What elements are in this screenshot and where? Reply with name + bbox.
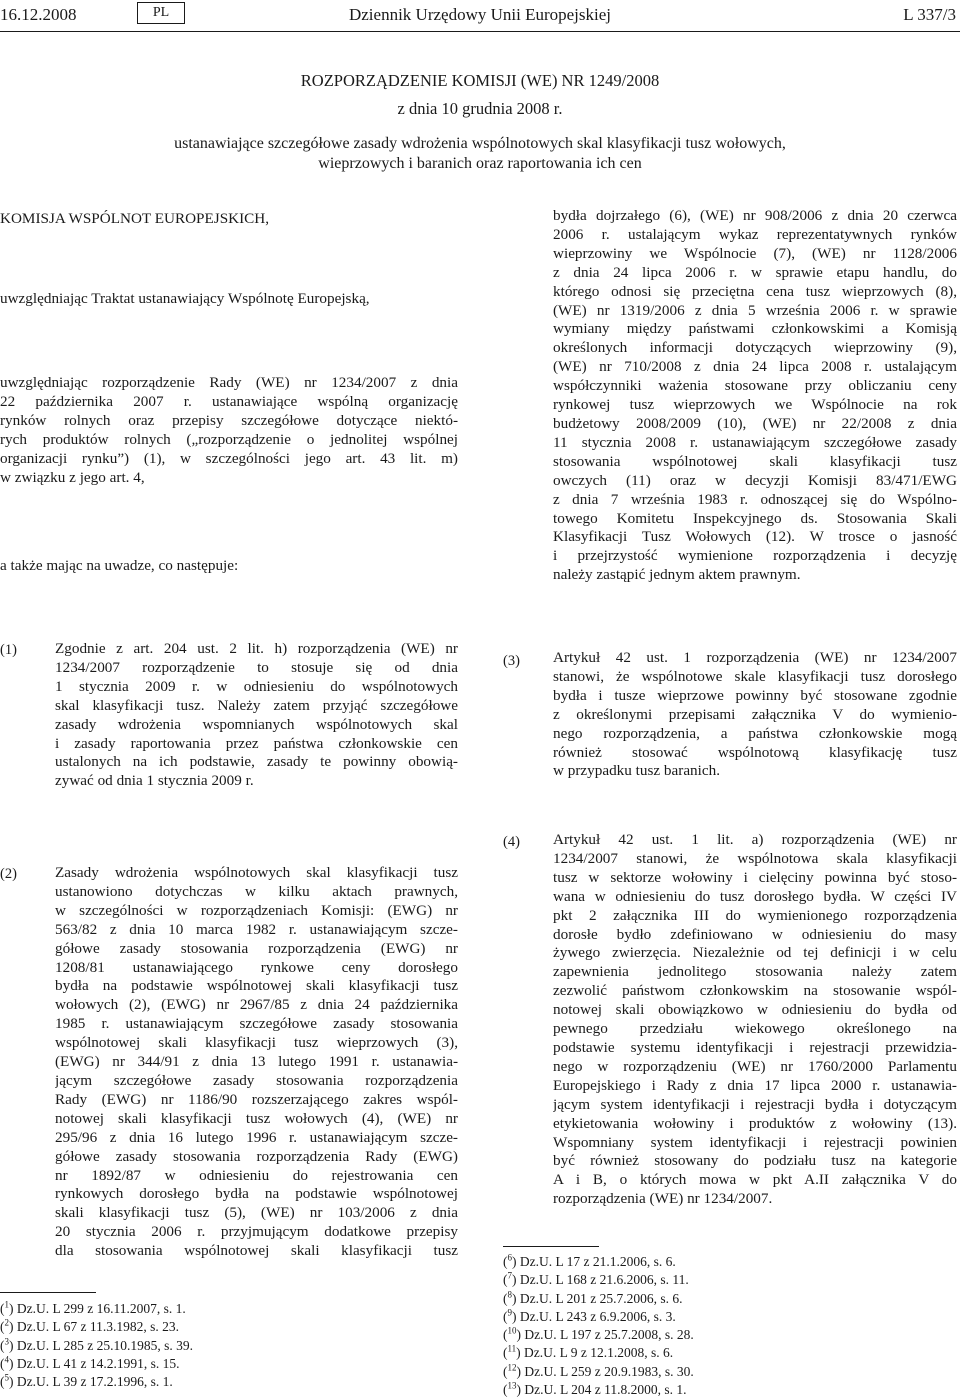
text-line: wymiany między państwami członkowskimi a Komisją xyxy=(553,320,957,338)
item-3-text xyxy=(553,649,957,781)
footnote: ($^5$) Dz.U. L 39 z 17.2.1996, s. 1. xyxy=(0,1372,173,1390)
footnote-rule xyxy=(503,1246,599,1247)
item-number: (1) xyxy=(0,642,17,658)
text-line: 1208/81 ustanawiającego rynkowe ceny dorosłego xyxy=(55,958,458,976)
text-line: owczych (11) oraz w decyzji Komisji 83/471/EWG xyxy=(553,471,957,489)
footnote: ($^{12}$) Dz.U. L 259 z 20.9.1983, s. 30. xyxy=(503,1362,694,1379)
text-line: Europejskiego i Rady z dnia 17 lipca 2000 r. ustanawia- xyxy=(553,1076,957,1094)
text-line: jącym system identyfikacji i rejestracji bydła i dotyczącym xyxy=(553,1095,957,1113)
text-line: stosowania wspólnotowej skali klasyfikacji tusz xyxy=(553,452,957,470)
item-1-text xyxy=(55,640,458,791)
text-line: w przypadku tusz baranich. xyxy=(553,762,721,780)
text-line: 2006 r. ustalającym wykaz reprezentatywnych rynków xyxy=(553,225,957,243)
text-line: nego w rozporządzeniu (WE) nr 1760/2000 Parlamentu xyxy=(553,1057,957,1075)
text-line: zezwolić państwom członkowskim na stosowanie wspól- xyxy=(553,982,957,1000)
footnote: ($^8$) Dz.U. L 201 z 25.7.2006, s. 6. xyxy=(503,1289,683,1306)
text-line: gółowe zasady stosowania rozporządzenia (EWG) nr xyxy=(55,939,458,957)
text-line: zywać od dnia 1 stycznia 2009 r. xyxy=(55,772,254,790)
footnote: ($^2$) Dz.U. L 67 z 11.3.1982, s. 23. xyxy=(0,1317,179,1335)
footnote: ($^{11}$) Dz.U. L 9 z 12.1.2008, s. 6. xyxy=(503,1343,674,1361)
text-line: rozporządzenia (WE) nr 1234/2007. xyxy=(553,1190,773,1208)
text-line: Zasady wdrożenia wspólnotowych skal klasyfikacji tusz xyxy=(55,864,458,881)
text-line: należy zastąpić jednym aktem prawnym. xyxy=(553,566,801,584)
footnote-rule xyxy=(0,1292,96,1293)
text-line: rych produktów rolnych („rozporządzenie o jednolitej wspólnej xyxy=(0,430,458,448)
text-line: notowej skali obowiązkowo w odniesieniu do bydła od xyxy=(553,1001,957,1019)
item-4-text xyxy=(553,831,957,1209)
recital-treaty: uwzględniając Traktat ustanawiający Wspólnotę Europejską, xyxy=(0,290,370,307)
text-line: współczynniki ważenia stosowane przy obliczaniu ceny xyxy=(553,377,957,395)
text-line: Klasyfikacji Tusz Wołowych (12). W trosce o jasność xyxy=(553,528,957,546)
text-line: bydła dojrzałego (6), (WE) nr 908/2006 z dnia 20 czerwca xyxy=(553,207,957,224)
item-number: (3) xyxy=(503,653,520,669)
text-line: skali klasyfikacji tusz (5), (WE) nr 103/2006 z dnia xyxy=(55,1204,458,1222)
footnote: ($^4$) Dz.U. L 41 z 14.2.1991, s. 15. xyxy=(0,1354,180,1371)
item-2-continuation xyxy=(553,207,957,585)
text-line: towego Komitetu Inspekcyjnego ds. Stosowania Skali xyxy=(553,509,957,527)
footnotes-right xyxy=(503,1253,694,1399)
item-number: (2) xyxy=(0,866,17,882)
header-rule xyxy=(0,31,960,32)
text-line: pkt 2 załącznika III do wymienionego rozporządzenia xyxy=(553,906,957,924)
text-line: nego rozporządzenia, a państwa członkowskie mogą xyxy=(553,724,957,742)
text-line: budżetowy 2008/2009 (10), (WE) nr 22/2008 z dnia xyxy=(553,414,957,432)
footnotes-left xyxy=(0,1300,193,1391)
text-line: ustanowiono dotychczas w kilku aktach prawnych, xyxy=(55,882,458,900)
text-line: również stosować wspólnotową klasyfikację tusz xyxy=(553,743,957,761)
text-line: dorosłe bydło zdefiniowano w odniesieniu do masy xyxy=(553,925,957,943)
text-line: wana w odniesieniu do tusz dorosłego bydła. W części IV xyxy=(553,887,957,905)
language-badge: PL xyxy=(137,2,185,24)
text-line: dla stosowania wspólnotowej skali klasyfikacji tusz xyxy=(55,1242,458,1260)
commission-heading: KOMISJA WSPÓLNOT EUROPEJSKICH, xyxy=(0,210,270,227)
text-line: bydła na podstawie wspólnotowej skali klasyfikacji tusz xyxy=(55,977,458,995)
journal-name: Dziennik Urzędowy Unii Europejskiej xyxy=(348,5,611,24)
text-line: wieprzowiny we Wspólnocie (7), (WE) nr 1128/2006 xyxy=(553,244,957,262)
text-line: 11 stycznia 2008 r. ustanawiającym szczegółowe zasady xyxy=(553,433,957,451)
text-line: Artykuł 42 ust. 1 lit. a) rozporządzenia (WE) nr xyxy=(553,831,957,848)
text-line: tusz w sektorze wołowiny i cielęciny powinna być stoso- xyxy=(553,868,957,886)
text-line: podstawie systemu identyfikacji i rejestracji przewidzia- xyxy=(553,1038,957,1056)
footnote: ($^{10}$) Dz.U. L 197 z 25.7.2008, s. 28. xyxy=(503,1325,694,1343)
text-line: rynkowych dorosłego bydła na podstawie wspólnotowej xyxy=(55,1185,458,1203)
text-line: w szczególności w rozporządzeniach Komisji: (EWG) nr xyxy=(55,901,458,919)
text-line: uwzględniając rozporządzenie Rady (WE) nr 1234/2007 z dnia xyxy=(0,374,458,391)
text-line: rynkowej tusz wieprzowych we Wspólnocie na rok xyxy=(553,396,957,414)
whereas-line: a także mając na uwadze, co następuje: xyxy=(0,557,239,574)
text-line: wołowych (2), (EWG) nr 2967/85 z dnia 24 października xyxy=(55,996,458,1014)
text-line: notowej skali klasyfikacji tusz wołowych (4), (WE) nr xyxy=(55,1109,458,1127)
text-line: określonych informacji dotyczących wieprzowiny (9), xyxy=(553,339,957,357)
text-line: jącym szczegółowe zasady stosowania rozporządzenia xyxy=(55,1071,458,1089)
footnote: ($^7$) Dz.U. L 168 z 21.6.2006, s. 11. xyxy=(503,1270,689,1288)
text-line: Zgodnie z art. 204 ust. 2 lit. h) rozporządzenia (WE) nr xyxy=(55,640,458,657)
regulation-date: z dnia 10 grudnia 2008 r. xyxy=(397,99,563,118)
text-line: (WE) nr 1319/2006 z dnia 5 września 2006 r. w sprawie xyxy=(553,301,957,319)
text-line: pewnego przedziału wiekowego określonego na xyxy=(553,1020,957,1038)
text-line: żywego zwierzęcia. Niezależnie od tej definicji i w celu xyxy=(553,944,957,962)
text-line: 20 stycznia 2006 r. przyjmującym dodatkowe przepisy xyxy=(55,1223,458,1241)
text-line: 295/96 z dnia 16 lutego 1996 r. ustanawiającym szcze- xyxy=(55,1128,458,1146)
text-line: i przejrzystość wymienione rozporządzenia i decyzję xyxy=(553,547,957,565)
text-line: 22 października 2007 r. ustanawiające wspólną organizację xyxy=(0,392,458,410)
text-line: skal klasyfikacji tusz. Należy zatem przyjąć szczegółowe xyxy=(55,696,458,714)
text-line: A i B, o których mowa w pkt A.II załącznika V do xyxy=(553,1171,957,1189)
text-line: nr 1892/87 w odniesieniu do rejestrowania cen xyxy=(55,1166,458,1184)
footnote: ($^6$) Dz.U. L 17 z 21.1.2006, s. 6. xyxy=(503,1252,676,1269)
footnote: ($^{13}$) Dz.U. L 204 z 11.8.2000, s. 1. xyxy=(503,1380,687,1398)
text-line: (WE) nr 710/2008 z dnia 24 lipca 2008 r. ustalającym xyxy=(553,358,957,376)
text-line: zapewnienia jednolitego stosowania należy zatem xyxy=(553,963,957,981)
regulation-title: ROZPORZĄDZENIE KOMISJI (WE) NR 1249/2008 xyxy=(300,71,660,90)
text-line: z określonymi przepisami załącznika V do wymienio- xyxy=(553,705,957,723)
footnote: ($^1$) Dz.U. L 299 z 16.11.2007, s. 1. xyxy=(0,1299,186,1316)
text-line: gółowe zasady stosowania rozporządzenia Rady (EWG) xyxy=(55,1147,458,1165)
recital-regulation xyxy=(0,374,458,487)
text-line: z dnia 7 września 1983 r. odnoszącej się do Wspólno- xyxy=(553,490,957,508)
text-line: Wspomniany system identyfikacji i rejestracji powinien xyxy=(553,1133,957,1151)
text-line: 1234/2007 stanowi, że wspólnotowa skala klasyfikacji xyxy=(553,849,957,867)
text-line: organizacji rynku”) (1), w szczególności jego art. 43 lit. m) xyxy=(0,449,458,467)
text-line: Rady (EWG) nr 1186/90 rozszerzającego zakres wspól- xyxy=(55,1090,458,1108)
header-date: 16.12.2008 xyxy=(0,5,77,24)
text-line: 1985 r. ustanawiającym szczegółowe zasady stosowania xyxy=(55,1015,458,1033)
text-line: którego odnosi się przeciętna cena tusz wieprzowych (8), xyxy=(553,282,957,300)
text-line: i zasady raportowania przez państwa członkowskie cen xyxy=(55,734,458,752)
item-2-text xyxy=(55,864,458,1261)
text-line: bydła i tusze wieprzowe powinny być stosowane zgodnie xyxy=(553,686,957,704)
text-line: Artykuł 42 ust. 1 rozporządzenia (WE) nr 1234/2007 xyxy=(553,649,957,666)
regulation-subject-line-2: wieprzowych i baranich oraz raportowania ich cen xyxy=(318,155,642,172)
text-line: (EWG) nr 344/91 z dnia 13 lutego 1991 r. ustanawia- xyxy=(55,1053,458,1071)
text-line: w związku z jego art. 4, xyxy=(0,468,145,486)
text-line: ustalonych na ich podstawie, zasady te powinny obowią- xyxy=(55,753,458,771)
regulation-subject-line-1: ustanawiające szczegółowe zasady wdrożenia wspólnotowych skal klasyfikacji tusz wołowych, xyxy=(174,135,786,152)
text-line: 1 stycznia 2009 r. w odniesieniu do wspólnotowych xyxy=(55,677,458,695)
text-line: 563/82 z dnia 10 marca 1982 r. ustanawiającym szcze- xyxy=(55,920,458,938)
text-line: rynków rolnych oraz przepisy szczegółowe dotyczące niektó- xyxy=(0,411,458,429)
text-line: 1234/2007 rozporządzenie to stosuje się od dnia xyxy=(55,658,458,676)
text-line: być również stosowany do podziału tusz na kategorie xyxy=(553,1152,957,1170)
text-line: wspólnotowej skali klasyfikacji tusz wieprzowych (3), xyxy=(55,1034,458,1052)
footnote: ($^3$) Dz.U. L 285 z 25.10.1985, s. 39. xyxy=(0,1336,193,1353)
text-line: etykietowania wołowiny i produktów z wołowiny (13). xyxy=(553,1114,957,1132)
item-number: (4) xyxy=(503,834,520,850)
text-line: z dnia 24 lipca 2006 r. w sprawie etapu handlu, do xyxy=(553,263,957,281)
text-line: stanowi, że wspólnotowe skale klasyfikacji tusz dorosłego xyxy=(553,667,957,685)
footnote: ($^9$) Dz.U. L 243 z 6.9.2006, s. 3. xyxy=(503,1307,676,1324)
text-line: zasady wdrożenia wspomnianych wspólnotowych skal xyxy=(55,715,458,733)
header-page-number: L 337/3 xyxy=(903,5,956,24)
